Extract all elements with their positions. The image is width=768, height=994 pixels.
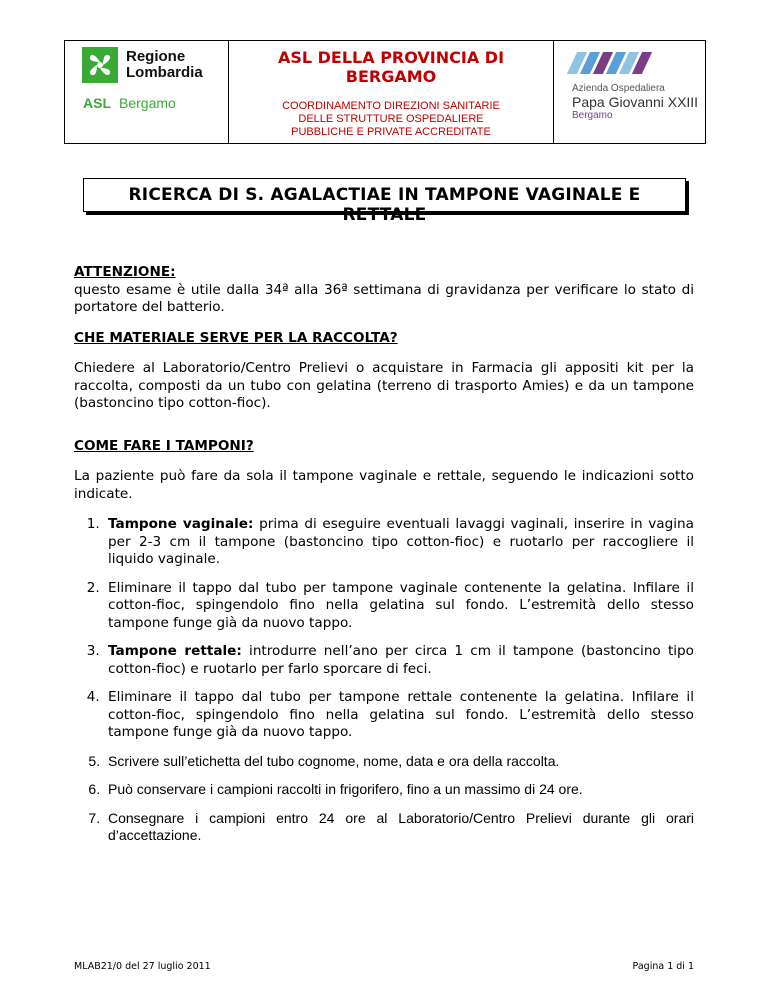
step-7 <box>104 810 694 845</box>
section2-heading: CHE MATERIALE SERVE PER LA RACCOLTA? <box>74 329 398 346</box>
steps-list <box>74 516 694 845</box>
step-1-text: prima di eseguire eventuali lavaggi vaginali, inserire in vagina per 2-3 cm il tampone (bastoncino tipo cotton-fioc) e ruotarlo per raccogliere il liquido vaginale. <box>108 516 694 567</box>
header-sub-line2: DELLE STRUTTURE OSPEDALIERE <box>298 113 484 125</box>
step-2-text: Eliminare il tappo dal tubo per tampone vaginale contenente la gelatina. Infilare il cotton-fioc, spingendolo fino nella gelatina sul fondo. L’estremità dello stesso tampone funge già da nuovo tappo. <box>108 579 694 631</box>
section1-heading: ATTENZIONE: <box>74 264 176 280</box>
step-4-text: Eliminare il tappo dal tubo per tampone rettale contenente la gelatina. Infilare il cotton-fioc, spingendolo fino nella gelatina sul fondo. L’estremità dello stesso tampone funge già da nuovo tappo. <box>108 689 694 740</box>
section3-intro: La paziente può fare da sola il tampone vaginale e rettale, seguendo le indicazioni sotto indicate. <box>74 468 694 502</box>
step-3-text: introdurre nell’ano per circa 1 cm il tampone (bastoncino tipo cotton-fioc) e ruotarlo per farlo sporcare di feci. <box>108 643 694 677</box>
logo-line1: Regione <box>126 48 186 65</box>
step-3-bold: Tampone rettale: <box>108 643 242 659</box>
header-title-line2: BERGAMO <box>345 67 437 86</box>
document-header <box>64 40 706 144</box>
logo-line2: Lombardia <box>126 64 203 81</box>
step-6-text: Può conservare i campioni raccolti in frigorifero, fino a un massimo di 24 ore. <box>108 781 583 797</box>
step-1-bold: Tampone vaginale: <box>108 516 254 532</box>
step-2 <box>104 580 694 633</box>
papa-giovanni-logo <box>572 51 698 121</box>
document-body <box>74 264 694 856</box>
logo-org-line2: Papa Giovanni XXIII <box>572 94 699 110</box>
document-title: RICERCA DI S. AGALACTIAE IN TAMPONE VAGINALE E RETTALE <box>128 185 641 225</box>
header-title-line1: ASL DELLA PROVINCIA DI <box>277 48 505 67</box>
regione-lombardia-emblem-icon <box>82 47 118 83</box>
asl-bergamo-label <box>83 95 176 111</box>
step-6 <box>104 781 694 799</box>
logo-org-line1: Azienda Ospedaliera <box>572 83 665 94</box>
logo-org-line3: Bergamo <box>572 110 613 121</box>
header-sub-line1: COORDINAMENTO DIREZIONI SANITARIE <box>282 100 500 112</box>
footer-page-number: Pagina 1 di 1 <box>632 961 694 972</box>
asl-city: Bergamo <box>119 95 176 111</box>
section1-text: questo esame è utile dalla 34ª alla 36ª settimana di gravidanza per verificare lo stato di portatore del batterio. <box>74 281 694 315</box>
step-5 <box>104 753 694 771</box>
footer-doc-code: MLAB21/0 del 27 luglio 2011 <box>74 961 211 972</box>
header-title <box>229 48 553 86</box>
step-5-text: Scrivere sull’etichetta del tubo cognome, nome, data e ora della raccolta. <box>108 752 560 769</box>
header-sub-line3: PUBBLICHE E PRIVATE ACCREDITATE <box>291 126 491 138</box>
regione-lombardia-logo <box>82 47 203 83</box>
step-1 <box>104 516 694 569</box>
header-title-cell <box>229 41 554 143</box>
step-4 <box>104 689 694 742</box>
header-subtitle <box>229 100 553 139</box>
section3-heading: COME FARE I TAMPONI? <box>74 437 254 454</box>
step-7-text: Consegnare i campioni entro 24 ore al Laboratorio/Centro Prelievi durante gli orari d’accettazione. <box>108 809 694 843</box>
right-logo-cell <box>554 41 705 143</box>
section2-text: Chiedere al Laboratorio/Centro Prelievi o acquistare in Farmacia gli appositi kit per la raccolta, composti da un tubo con gelatina (terreno di trasporto Amies) e da un tampone (bastoncino tipo cotton-fioc). <box>74 360 694 411</box>
step-3 <box>104 643 694 678</box>
asl-text: ASL <box>83 95 111 111</box>
document-title-box <box>83 178 686 225</box>
left-logo-cell <box>65 41 229 143</box>
xxiii-mark-icon <box>572 51 698 75</box>
